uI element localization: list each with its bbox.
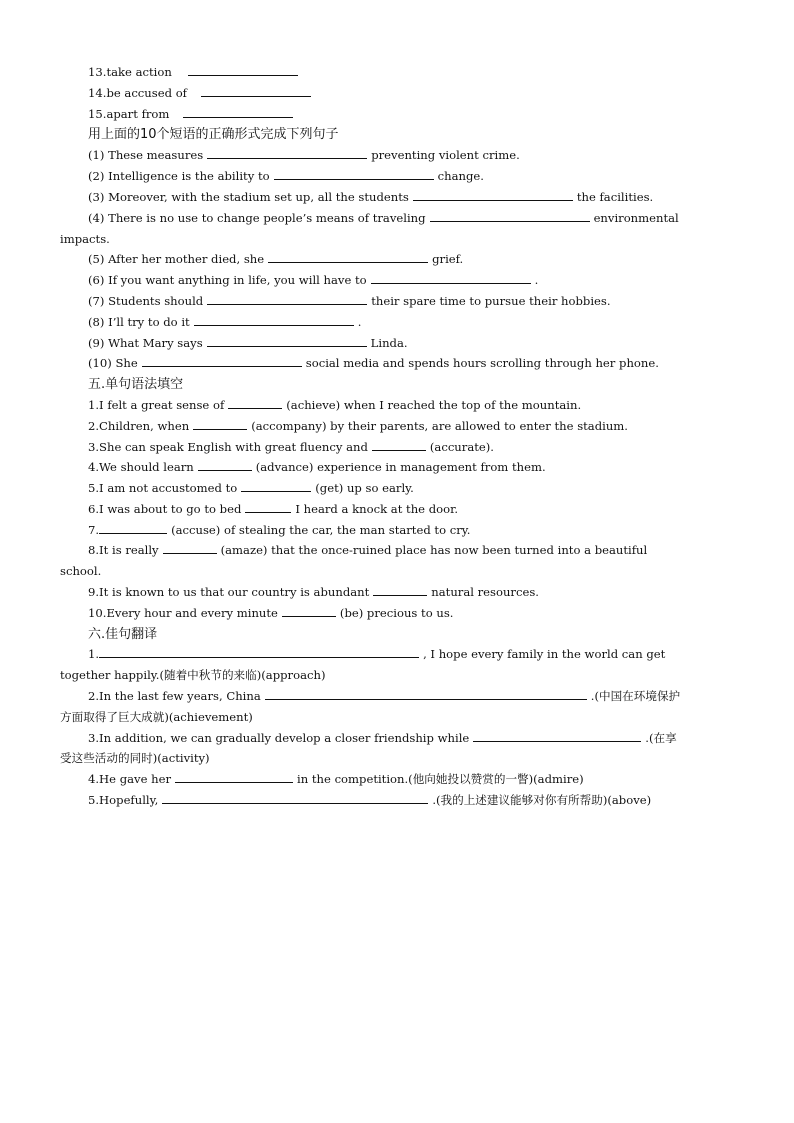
grammar-item bbox=[60, 499, 740, 520]
sentence-continuation: impacts. bbox=[60, 232, 110, 246]
answer-blank[interactable] bbox=[430, 209, 590, 222]
grammar-item bbox=[60, 520, 740, 541]
grammar-text: (be) precious to us. bbox=[339, 606, 454, 620]
translation-item bbox=[60, 686, 740, 707]
answer-blank[interactable] bbox=[282, 604, 336, 617]
answer-blank[interactable] bbox=[473, 729, 641, 742]
sentence-text: (6) If you want anything in life, you will have to bbox=[88, 273, 367, 287]
answer-blank[interactable] bbox=[198, 458, 252, 471]
answer-blank[interactable] bbox=[207, 292, 367, 305]
answer-blank[interactable] bbox=[201, 84, 311, 97]
sentence-text: (1) These measures bbox=[88, 148, 204, 162]
grammar-text: 6.I was about to go to bed bbox=[88, 502, 242, 516]
translation-text: in the competition.(他向她投以赞赏的一瞥)(admire) bbox=[297, 772, 584, 786]
sentence-text: (2) Intelligence is the ability to bbox=[88, 169, 270, 183]
grammar-item bbox=[60, 582, 740, 603]
translation-item bbox=[60, 728, 740, 749]
answer-blank[interactable] bbox=[99, 645, 419, 658]
sentence-text: social media and spends hours scrolling through her phone. bbox=[305, 356, 659, 370]
translation-text: 3.In addition, we can gradually develop a closer friendship while bbox=[88, 731, 470, 745]
answer-blank[interactable] bbox=[413, 188, 573, 201]
sentence-text: (9) What Mary says bbox=[88, 336, 203, 350]
phrase-text: 13.take action bbox=[88, 65, 172, 79]
grammar-text: 2.Children, when bbox=[88, 419, 190, 433]
sentence-item bbox=[60, 187, 740, 208]
sentence-text: . bbox=[534, 273, 539, 287]
answer-blank[interactable] bbox=[265, 687, 587, 700]
translation-item bbox=[60, 644, 740, 665]
sentence-item bbox=[60, 291, 740, 312]
answer-blank[interactable] bbox=[142, 354, 302, 367]
translation-text: 4.He gave her bbox=[88, 772, 172, 786]
translation-text: 1. bbox=[88, 647, 100, 661]
sentence-text: (4) There is no use to change people’s means of traveling bbox=[88, 211, 426, 225]
grammar-item bbox=[60, 603, 740, 624]
translation-item bbox=[60, 769, 740, 790]
answer-blank[interactable] bbox=[194, 313, 354, 326]
sentence-text: environmental bbox=[593, 211, 679, 225]
grammar-text: 9.It is known to us that our country is abundant bbox=[88, 585, 370, 599]
answer-blank[interactable] bbox=[188, 63, 298, 76]
grammar-text: (get) up so early. bbox=[315, 481, 414, 495]
sentence-item bbox=[60, 208, 740, 229]
translation-text: .(我的上述建议能够对你有所帮助)(above) bbox=[432, 793, 652, 807]
grammar-text: 5.I am not accustomed to bbox=[88, 481, 238, 495]
translation-text: .(在享 bbox=[645, 731, 677, 745]
phrase-item bbox=[60, 62, 740, 83]
phrase-item bbox=[60, 83, 740, 104]
sentence-item bbox=[60, 166, 740, 187]
sentence-text: (3) Moreover, with the stadium set up, all the students bbox=[88, 190, 409, 204]
grammar-text: (amaze) that the once-ruined place has now been turned into a beautiful bbox=[220, 543, 648, 557]
translation-text: , I hope every family in the world can get bbox=[423, 647, 666, 661]
answer-blank[interactable] bbox=[183, 105, 293, 118]
sentence-text: . bbox=[357, 315, 362, 329]
grammar-text: (accuse) of stealing the car, the man started to cry. bbox=[171, 523, 471, 537]
answer-blank[interactable] bbox=[372, 438, 426, 451]
answer-blank[interactable] bbox=[163, 541, 217, 554]
sentence-text: (7) Students should bbox=[88, 294, 204, 308]
translation-continuation: 方面取得了巨大成就)(achievement) bbox=[60, 710, 253, 724]
sentence-text: change. bbox=[437, 169, 484, 183]
grammar-item bbox=[60, 437, 740, 458]
sentence-text: grief. bbox=[432, 252, 464, 266]
grammar-text: (accompany) by their parents, are allowed to enter the stadium. bbox=[251, 419, 628, 433]
phrase-text: 15.apart from bbox=[88, 107, 170, 121]
sentence-item bbox=[60, 353, 740, 374]
sentence-item bbox=[60, 333, 740, 354]
translation-item bbox=[60, 790, 740, 811]
translation-text: 5.Hopefully, bbox=[88, 793, 159, 807]
phrase-item bbox=[60, 104, 740, 125]
grammar-text: 7. bbox=[88, 523, 100, 537]
answer-blank[interactable] bbox=[99, 521, 167, 534]
answer-blank[interactable] bbox=[175, 770, 293, 783]
section-title: 五.单句语法填空 bbox=[88, 377, 184, 392]
phrase-text: 14.be accused of bbox=[88, 86, 187, 100]
answer-blank[interactable] bbox=[274, 167, 434, 180]
answer-blank[interactable] bbox=[207, 334, 367, 347]
sentence-item bbox=[60, 145, 740, 166]
answer-blank[interactable] bbox=[245, 500, 291, 513]
sentence-text: preventing violent crime. bbox=[371, 148, 520, 162]
grammar-item bbox=[60, 457, 740, 478]
sentence-text: Linda. bbox=[370, 336, 408, 350]
grammar-text: 3.She can speak English with great fluency and bbox=[88, 440, 368, 454]
grammar-text: (achieve) when I reached the top of the mountain. bbox=[286, 398, 582, 412]
sentence-text: (10) She bbox=[88, 356, 138, 370]
sentence-text: (5) After her mother died, she bbox=[88, 252, 265, 266]
grammar-item bbox=[60, 395, 740, 416]
grammar-text: natural resources. bbox=[431, 585, 539, 599]
answer-blank[interactable] bbox=[241, 479, 311, 492]
sentence-item bbox=[60, 249, 740, 270]
grammar-item bbox=[60, 540, 740, 561]
grammar-text: 4.We should learn bbox=[88, 460, 194, 474]
grammar-text: 1.I felt a great sense of bbox=[88, 398, 225, 412]
sentence-item bbox=[60, 270, 740, 291]
answer-blank[interactable] bbox=[373, 583, 427, 596]
sentence-text: the facilities. bbox=[576, 190, 654, 204]
answer-blank[interactable] bbox=[162, 791, 428, 804]
translation-continuation: together happily.(随着中秋节的来临)(approach) bbox=[60, 668, 326, 682]
grammar-text: 10.Every hour and every minute bbox=[88, 606, 278, 620]
answer-blank[interactable] bbox=[193, 417, 247, 430]
answer-blank[interactable] bbox=[371, 271, 531, 284]
grammar-item bbox=[60, 416, 740, 437]
answer-blank[interactable] bbox=[228, 396, 282, 409]
grammar-text: (advance) experience in management from them. bbox=[255, 460, 546, 474]
translation-continuation: 受这些活动的同时)(activity) bbox=[60, 751, 210, 765]
answer-blank[interactable] bbox=[268, 250, 428, 263]
section-instruction: 用上面的10个短语的正确形式完成下列句子 bbox=[88, 127, 339, 142]
sentence-text: their spare time to pursue their hobbies. bbox=[371, 294, 611, 308]
grammar-text: (accurate). bbox=[429, 440, 494, 454]
sentence-item bbox=[60, 312, 740, 333]
grammar-continuation: school. bbox=[60, 564, 102, 578]
translation-text: 2.In the last few years, China bbox=[88, 689, 261, 703]
grammar-text: 8.It is really bbox=[88, 543, 159, 557]
section-title: 六.佳句翻译 bbox=[88, 627, 158, 642]
translation-text: .(中国在环境保护 bbox=[590, 689, 681, 703]
answer-blank[interactable] bbox=[207, 146, 367, 159]
grammar-text: I heard a knock at the door. bbox=[295, 502, 459, 516]
sentence-text: (8) I’ll try to do it bbox=[88, 315, 190, 329]
grammar-item bbox=[60, 478, 740, 499]
